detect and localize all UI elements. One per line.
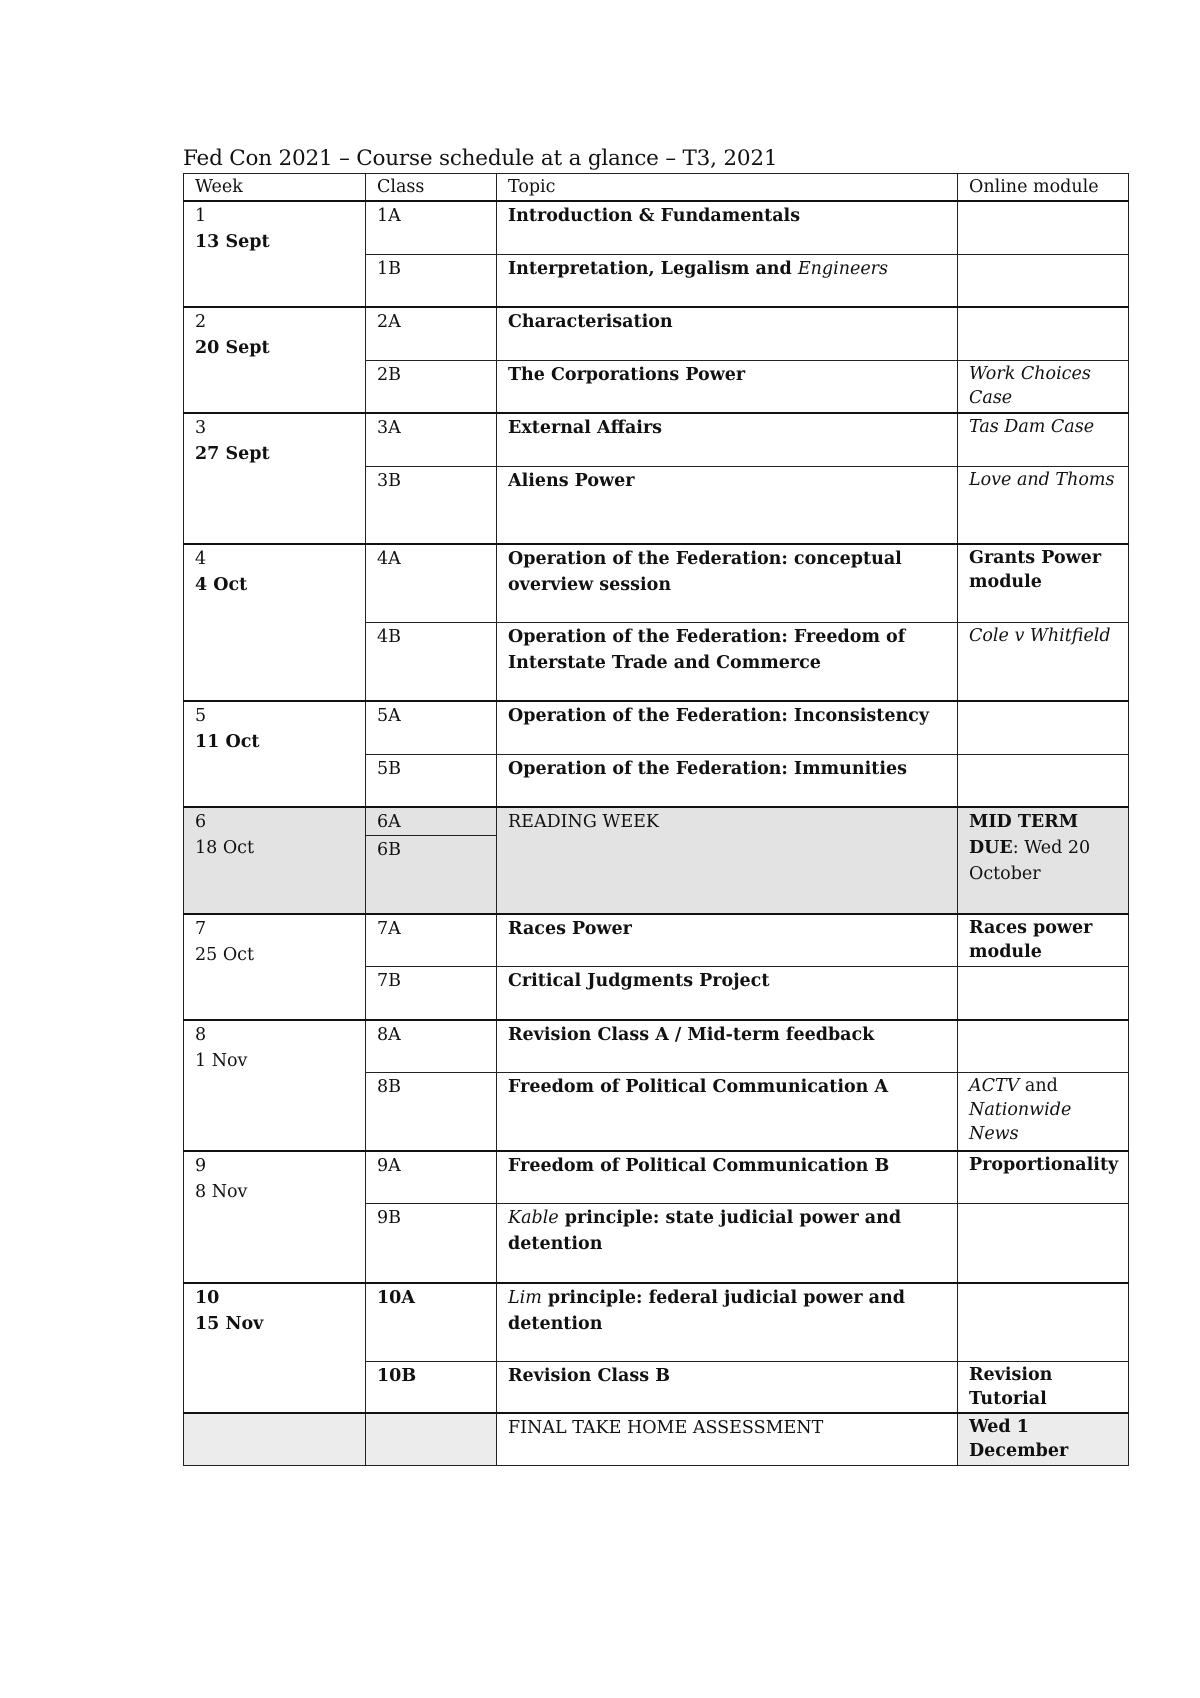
class-id: 1A xyxy=(366,201,497,254)
week-number: 6 xyxy=(195,812,207,832)
week-cell xyxy=(184,914,366,1020)
class-id: 10A xyxy=(366,1283,497,1362)
case-name: ACTV xyxy=(969,1076,1020,1096)
topic: Aliens Power xyxy=(497,466,958,544)
week-date: 8 Nov xyxy=(195,1181,248,1202)
topic-emphasis: Engineers xyxy=(797,258,889,279)
header-class: Class xyxy=(366,174,497,202)
conjunction: and xyxy=(1019,1076,1058,1096)
topic xyxy=(497,254,958,307)
online-module: Revision Tutorial xyxy=(958,1362,1129,1413)
topic xyxy=(497,1283,958,1362)
table-row xyxy=(184,413,1129,466)
online-module: Work Choices Case xyxy=(958,360,1129,413)
midterm-label: MID TERM DUE xyxy=(969,812,1079,858)
online-module: Love and Thoms xyxy=(958,466,1129,544)
week-date: 11 Oct xyxy=(195,732,260,752)
week-cell xyxy=(184,1283,366,1413)
week-number: 1 xyxy=(195,206,207,226)
final-assessment-due: Wed 1 December xyxy=(958,1413,1129,1466)
class-id: 6B xyxy=(366,836,497,914)
topic: Introduction & Fundamentals xyxy=(497,201,958,254)
week-cell xyxy=(184,201,366,307)
week-date: 20 Sept xyxy=(195,338,270,358)
class-id: 4A xyxy=(366,544,497,622)
header-row xyxy=(184,174,1129,202)
topic: Revision Class B xyxy=(497,1362,958,1413)
week-cell xyxy=(184,307,366,413)
table-row xyxy=(184,307,1129,360)
header-online-module: Online module xyxy=(958,174,1129,202)
class-id: 8B xyxy=(366,1073,497,1151)
class-id: 1B xyxy=(366,254,497,307)
topic: The Corporations Power xyxy=(497,360,958,413)
class-id: 8A xyxy=(366,1020,497,1073)
online-module xyxy=(958,254,1129,307)
week-number: 7 xyxy=(195,918,207,939)
class-id: 4B xyxy=(366,622,497,701)
class-id: 9B xyxy=(366,1204,497,1283)
week-cell xyxy=(184,413,366,544)
class-id: 10B xyxy=(366,1362,497,1413)
empty-cell xyxy=(366,1413,497,1466)
online-module xyxy=(958,1020,1129,1073)
online-module: Cole v Whitfield xyxy=(958,622,1129,701)
week-number: 10 xyxy=(195,1287,220,1308)
topic: Operation of the Federation: conceptual overview session xyxy=(497,544,958,622)
class-id: 7A xyxy=(366,914,497,967)
class-id: 9A xyxy=(366,1151,497,1204)
final-assessment-topic: FINAL TAKE HOME ASSESSMENT xyxy=(497,1413,958,1466)
week-number: 5 xyxy=(195,706,207,726)
topic-text: principle: state judicial power and detention xyxy=(508,1208,902,1254)
week-cell xyxy=(184,1020,366,1151)
topic xyxy=(497,1204,958,1283)
week-cell xyxy=(184,1151,366,1283)
table-row xyxy=(184,914,1129,967)
table-row xyxy=(184,544,1129,622)
class-id: 7B xyxy=(366,967,497,1020)
week-date: 13 Sept xyxy=(195,232,270,252)
week-number: 9 xyxy=(195,1155,207,1176)
week-number: 8 xyxy=(195,1024,207,1045)
topic-emphasis: Lim xyxy=(508,1287,542,1308)
week-date: 25 Oct xyxy=(195,944,255,965)
online-module: Proportionality xyxy=(958,1151,1129,1204)
class-id: 5B xyxy=(366,754,497,807)
week-date: 15 Nov xyxy=(195,1313,264,1334)
week-cell xyxy=(184,701,366,807)
online-module xyxy=(958,307,1129,360)
week-number: 4 xyxy=(195,549,207,569)
online-module: Tas Dam Case xyxy=(958,413,1129,466)
topic: Operation of the Federation: Immunities xyxy=(497,754,958,807)
topic: External Affairs xyxy=(497,413,958,466)
table-row xyxy=(184,701,1129,754)
week-date: 1 Nov xyxy=(195,1050,248,1071)
online-module xyxy=(958,201,1129,254)
final-assessment-row xyxy=(184,1413,1129,1466)
case-name: Nationwide News xyxy=(969,1100,1072,1144)
week-cell xyxy=(184,807,366,914)
online-module xyxy=(958,754,1129,807)
topic: Freedom of Political Communication A xyxy=(497,1073,958,1151)
topic-text: Interpretation, Legalism and xyxy=(508,258,798,279)
online-module: Grants Power module xyxy=(958,544,1129,622)
week-cell xyxy=(184,544,366,701)
class-id: 6A xyxy=(366,807,497,836)
table-row xyxy=(184,1151,1129,1204)
week-date: 18 Oct xyxy=(195,838,255,858)
schedule-table xyxy=(183,173,1129,1466)
topic: Critical Judgments Project xyxy=(497,967,958,1020)
document-title: Fed Con 2021 – Course schedule at a glance – T3, 2021 xyxy=(183,146,778,171)
class-id: 2A xyxy=(366,307,497,360)
table-row xyxy=(184,1020,1129,1073)
week-date: 27 Sept xyxy=(195,444,270,464)
online-module xyxy=(958,1073,1129,1151)
topic-emphasis: Kable xyxy=(508,1208,559,1228)
class-id: 5A xyxy=(366,701,497,754)
week-date: 4 Oct xyxy=(195,575,248,595)
midterm-date: : Wed 20 October xyxy=(969,838,1091,884)
online-module xyxy=(958,807,1129,914)
topic: Operation of the Federation: Inconsistency xyxy=(497,701,958,754)
header-topic: Topic xyxy=(497,174,958,202)
class-id: 3B xyxy=(366,466,497,544)
topic: Characterisation xyxy=(497,307,958,360)
header-week: Week xyxy=(184,174,366,202)
week-number: 2 xyxy=(195,312,207,332)
table-row xyxy=(184,1283,1129,1362)
table-row xyxy=(184,807,1129,836)
table-row xyxy=(184,201,1129,254)
online-module xyxy=(958,701,1129,754)
topic: Revision Class A / Mid-term feedback xyxy=(497,1020,958,1073)
class-id: 3A xyxy=(366,413,497,466)
topic-text: principle: federal judicial power and detention xyxy=(508,1287,905,1334)
online-module xyxy=(958,1283,1129,1362)
online-module xyxy=(958,967,1129,1020)
topic: Freedom of Political Communication B xyxy=(497,1151,958,1204)
empty-cell xyxy=(184,1413,366,1466)
online-module xyxy=(958,1204,1129,1283)
topic: READING WEEK xyxy=(497,807,958,914)
week-number: 3 xyxy=(195,418,207,438)
topic: Races Power xyxy=(497,914,958,967)
class-id: 2B xyxy=(366,360,497,413)
topic: Operation of the Federation: Freedom of Interstate Trade and Commerce xyxy=(497,622,958,701)
online-module: Races power module xyxy=(958,914,1129,967)
